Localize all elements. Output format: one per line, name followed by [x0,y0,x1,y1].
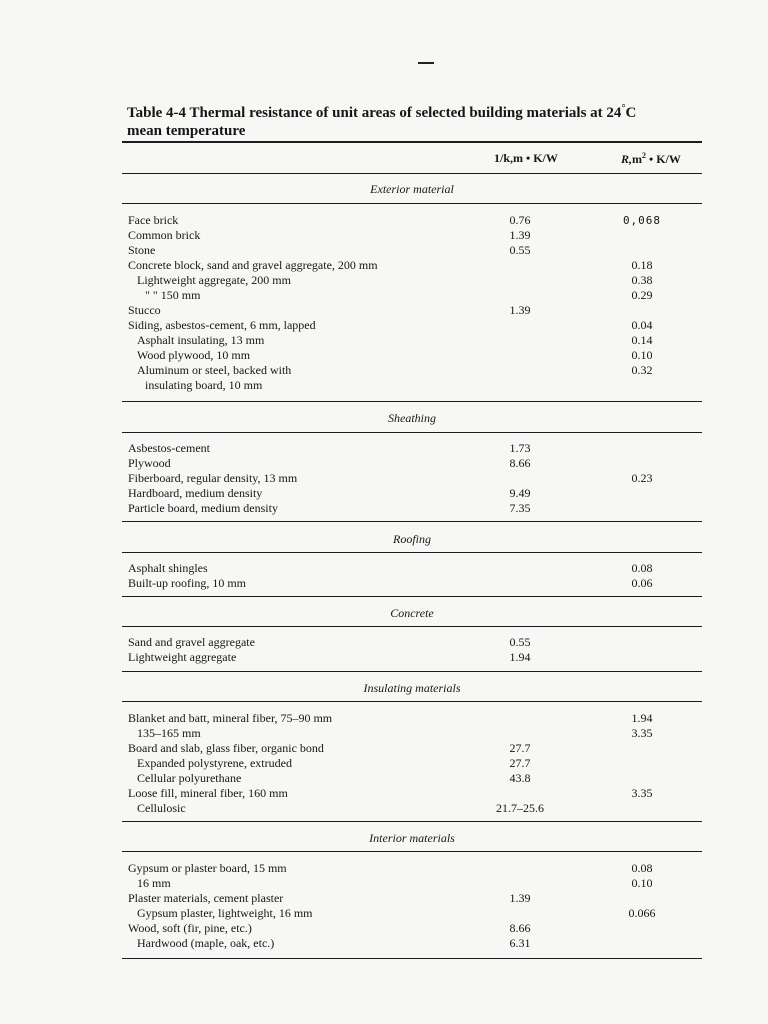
table-row [0,650,768,665]
table-row [0,906,768,921]
material-name: Aluminum or steel, backed with [137,363,292,377]
section-rows [0,213,768,393]
temperature-unit: C [625,105,637,121]
material-name: Sand and gravel aggregate [128,635,255,649]
r-value: 0.32 [631,363,653,377]
page-mark [418,62,434,64]
table-row [0,501,768,516]
material-name: Asphalt shingles [128,561,208,575]
material-name: Common brick [128,228,201,242]
r-value: 3.35 [631,786,653,800]
r-value: 0.04 [631,318,653,332]
r-value: 0.06 [631,576,653,590]
table-row [0,921,768,936]
table-row [0,861,768,876]
section-divider [122,671,702,672]
section-heading: Roofing [393,532,431,546]
section-rule [122,203,702,204]
r-value: 0.08 [631,561,653,575]
material-name: Gypsum or plaster board, 15 mm [128,861,287,875]
material-name: Loose fill, mineral fiber, 160 mm [128,786,288,800]
r-value: 0.18 [631,258,653,272]
material-name: Siding, asbestos-cement, 6 mm, lapped [128,318,316,332]
conductivity-value: 1.39 [509,303,531,317]
table-row [0,258,768,273]
table-title [127,100,727,140]
conductivity-value: 27.7 [509,756,531,770]
material-name: 135–165 mm [137,726,201,740]
table-row [0,771,768,786]
material-name: Face brick [128,213,179,227]
material-name: Asphalt insulating, 13 mm [137,333,265,347]
r-value: 0.29 [631,288,653,302]
r-value: 0.08 [631,861,653,875]
material-name: Lightweight aggregate [128,650,237,664]
handwritten-r-value: 0,068 [622,214,662,227]
material-name: Wood plywood, 10 mm [137,348,251,362]
header-bottom-rule [122,173,702,174]
conductivity-value: 27.7 [509,741,531,755]
section-rule [122,552,702,553]
material-name: Expanded polystyrene, extruded [137,756,292,770]
table-title-text: Thermal resistance of unit areas of selected building materials at 24 [186,105,622,121]
material-name: Fiberboard, regular density, 13 mm [128,471,298,485]
header-top-rule [122,141,702,143]
table-row [0,891,768,906]
section-divider [122,821,702,822]
section-divider [122,958,702,959]
conductivity-value: 1.94 [509,650,531,664]
section-divider [122,401,702,402]
section-rows [0,561,768,591]
conductivity-value: 8.66 [509,456,531,470]
material-name: Board and slab, glass fiber, organic bond [128,741,324,755]
column-header-r [621,151,681,167]
material-name: Particle board, medium density [128,501,278,515]
conductivity-value: 9.49 [509,486,531,500]
conductivity-value: 8.66 [509,921,531,935]
section-rows [0,711,768,816]
conductivity-value: 7.35 [509,501,531,515]
table-row [0,635,768,650]
conductivity-value: 6.31 [509,936,531,950]
r-value: 1.94 [631,711,653,725]
material-name: Asbestos-cement [128,441,210,455]
table-row [0,936,768,951]
material-name: Cellular polyurethane [137,771,242,785]
section-rule [122,432,702,433]
material-name: Plywood [128,456,171,470]
conductivity-value: 1.39 [509,228,531,242]
conductivity-value: 0.76 [509,213,531,227]
r-value: 3.35 [631,726,653,740]
material-name: Stucco [128,303,161,317]
r-unit-m: m [632,152,643,166]
table-row [0,243,768,258]
material-name: Hardboard, medium density [128,486,263,500]
material-name: Blanket and batt, mineral fiber, 75–90 mm [128,711,333,725]
section-rows [0,635,768,665]
r-value: 0.38 [631,273,653,287]
material-name: Built-up roofing, 10 mm [128,576,246,590]
material-name: Stone [128,243,156,257]
section-heading: Interior materials [369,831,455,845]
section-heading: Concrete [390,606,434,620]
conductivity-value: 1.73 [509,441,531,455]
r-value: 0.14 [631,333,653,347]
table-row [0,756,768,771]
section-rule [122,701,702,702]
r-value: 0.23 [631,471,653,485]
table-row [0,441,768,456]
column-header-1k: 1/k,m • K/W [494,151,558,165]
table-row [0,486,768,501]
r-value: 0.10 [631,876,653,890]
table-row [0,456,768,471]
table-row [0,213,768,228]
material-name: Concrete block, sand and gravel aggregate, 200 mm [128,258,378,272]
table-number: Table 4-4 [127,105,187,121]
r-value: 0.066 [628,906,656,920]
conductivity-value: 0.55 [509,243,531,257]
table-row [0,741,768,756]
table-row [0,726,768,741]
table-row [0,876,768,891]
r-unit-rest: • K/W [646,152,681,166]
table-row [0,288,768,303]
section-rule [122,851,702,852]
conductivity-value: 43.8 [509,771,531,785]
material-name: Lightweight aggregate, 200 mm [137,273,291,287]
section-divider [122,596,702,597]
material-name: " " 150 mm [145,288,201,302]
table-title-line2: mean temperature [127,123,246,139]
table-row [0,786,768,801]
material-name: Gypsum plaster, lightweight, 16 mm [137,906,313,920]
table-row [0,303,768,318]
material-name: Plaster materials, cement plaster [128,891,284,905]
section-heading: Insulating materials [363,681,461,695]
section-heading: Exterior material [370,182,454,196]
table-row [0,378,768,393]
material-name: Cellulosic [137,801,186,815]
table-row [0,228,768,243]
conductivity-value: 21.7–25.6 [496,801,544,815]
conductivity-value: 0.55 [509,635,531,649]
section-rows [0,441,768,516]
section-divider [122,521,702,522]
conductivity-value: 1.39 [509,891,531,905]
section-rows [0,861,768,951]
table-row [0,333,768,348]
table-row [0,561,768,576]
section-heading: Sheathing [388,411,436,425]
table-row [0,711,768,726]
r-symbol: R, [621,152,633,166]
r-value: 0.10 [631,348,653,362]
table-row [0,363,768,378]
table-row [0,801,768,816]
material-name: insulating board, 10 mm [145,378,263,392]
table-row [0,348,768,363]
table-row [0,318,768,333]
table-row [0,576,768,591]
section-rule [122,626,702,627]
table-row [0,273,768,288]
table-row [0,471,768,486]
material-name: Wood, soft (fir, pine, etc.) [128,921,252,935]
r-unit-exponent: 2 [642,151,647,160]
material-name: Hardwood (maple, oak, etc.) [137,936,275,950]
degree-sign: ° [621,103,626,114]
material-name: 16 mm [137,876,171,890]
